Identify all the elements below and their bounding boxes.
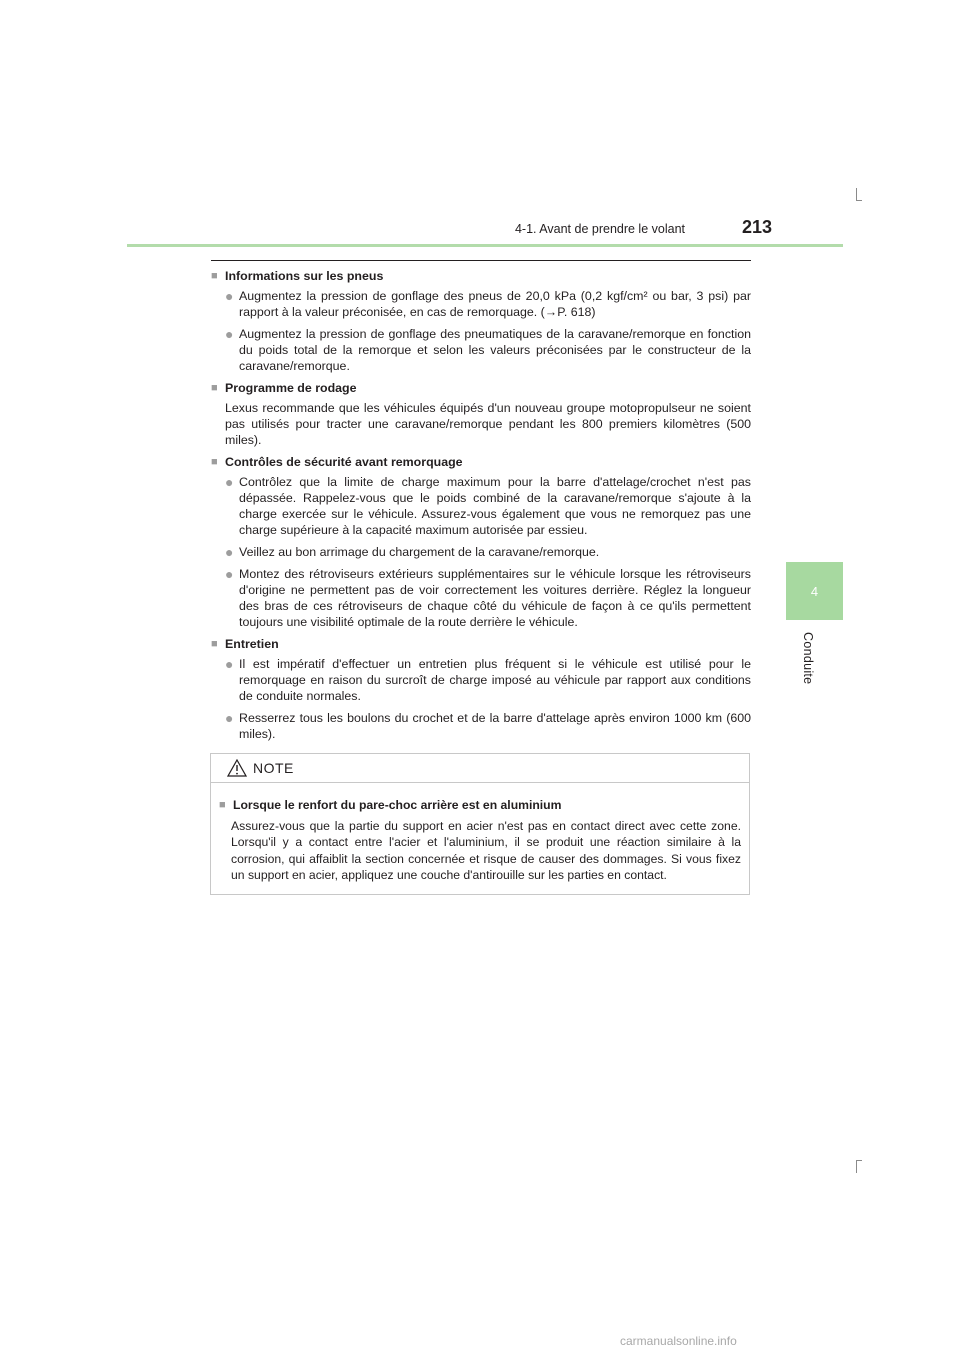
warning-triangle-icon bbox=[227, 759, 247, 777]
section-safety-checks bbox=[211, 454, 751, 630]
circle-bullet-icon: ● bbox=[225, 474, 234, 490]
square-bullet-icon: ■ bbox=[211, 638, 218, 650]
crop-mark-top-foot bbox=[856, 200, 862, 201]
chapter-label: Conduite bbox=[801, 632, 815, 685]
section-tire-info bbox=[211, 268, 751, 374]
circle-bullet-icon: ● bbox=[225, 326, 234, 342]
square-bullet-icon: ■ bbox=[211, 382, 218, 394]
crop-mark-bottom bbox=[856, 1160, 857, 1173]
main-content bbox=[211, 268, 751, 748]
list-item: ● Veillez au bon arrimage du chargement de la caravane/remorque. bbox=[225, 544, 600, 560]
list-item: ● Augmentez la pression de gonflage des pneus de 20,0 kPa (0,2 kgf/cm² ou bar, 3 psi) par rapport à la valeur préconisée, en cas de remorquage. (→P. 618) bbox=[225, 288, 751, 319]
circle-bullet-icon: ● bbox=[225, 544, 234, 560]
section-maintenance bbox=[211, 636, 751, 742]
list-item: ● Augmentez la pression de gonflage des pneumatiques de la caravane/remorque en fonction du poids total de la remorque et selon les valeurs préconisées par le constructeur de la caravane/remorque. bbox=[225, 326, 751, 373]
section-paragraph: Lexus recommande que les véhicules équipés d'un nouveau groupe motopropulseur ne soient pas utilisés pour tracter une caravane/remorque pendant les 800 premiers kilomètres (500 miles). bbox=[225, 401, 751, 447]
note-heading: ■ Lorsque le renfort du pare-choc arrière est en aluminium bbox=[219, 798, 562, 812]
list-item: ● Contrôlez que la limite de charge maximum pour la barre d'attelage/crochet n'est pas dépassée. Rappelez-vous que le poids combiné de la caravane/remorque s'ajoute à la charge exercée sur le véhicule. Assurez-vous également que vous ne remorquez pas une charge supérieure à la capacité maximum autorisée par essieu. bbox=[225, 474, 751, 537]
square-bullet-icon: ■ bbox=[211, 456, 218, 468]
watermark: carmanualsonline.info bbox=[620, 1334, 737, 1348]
note-paragraph: Assurez-vous que la partie du support en acier n'est pas en contact direct avec cette zone. Lorsqu'il y a contact entre l'acier et l'aluminium, il se produit une réaction similaire à la corrosion, qui affaiblit la section concernée et risque de causer des dommages. Si vous fixez un support en acier, appliquez une couche d'antirouille sur les parties en contact. bbox=[231, 818, 741, 882]
note-body bbox=[211, 783, 749, 884]
content-top-rule bbox=[211, 260, 751, 261]
list-item: ● Il est impératif d'effectuer un entretien plus fréquent si le véhicule est utilisé pour le remorquage en raison du surcroît de charge imposé au véhicule par rapport aux conditions de conduite normales. bbox=[225, 656, 751, 703]
section-heading: ■ Informations sur les pneus bbox=[211, 269, 384, 283]
crop-mark-bottom-foot bbox=[856, 1160, 862, 1161]
note-title: NOTE bbox=[253, 760, 294, 776]
circle-bullet-icon: ● bbox=[225, 566, 234, 582]
chapter-tab[interactable] bbox=[786, 562, 843, 620]
section-heading: ■ Entretien bbox=[211, 637, 279, 651]
running-header-section: 4-1. Avant de prendre le volant bbox=[514, 222, 685, 236]
note-header bbox=[211, 754, 749, 783]
chapter-number: 4 bbox=[810, 583, 819, 599]
circle-bullet-icon: ● bbox=[225, 288, 234, 304]
section-heading: ■ Contrôles de sécurité avant remorquage bbox=[211, 455, 463, 469]
section-break-in bbox=[211, 380, 751, 448]
list-item: ● Montez des rétroviseurs extérieurs supplémentaires sur le véhicule lorsque les rétroviseurs d'origine ne permettent pas de voir correctement les voitures derrière. Réglez la longueur des bras de ces rétroviseurs de chaque côté du véhicule de façon à ce qu'ils permettent toujours une visibilité optimale de la route derrière le véhicule. bbox=[225, 566, 751, 629]
section-heading: ■ Programme de rodage bbox=[211, 381, 357, 395]
note-box bbox=[210, 753, 750, 895]
square-bullet-icon: ■ bbox=[211, 270, 218, 282]
list-item: ● Resserrez tous les boulons du crochet et de la barre d'attelage après environ 1000 km (600 miles). bbox=[225, 710, 751, 741]
circle-bullet-icon: ● bbox=[225, 656, 234, 672]
square-bullet-icon: ■ bbox=[219, 799, 226, 811]
header-rule bbox=[127, 244, 843, 247]
page-number: 213 bbox=[742, 217, 773, 237]
circle-bullet-icon: ● bbox=[225, 710, 234, 726]
